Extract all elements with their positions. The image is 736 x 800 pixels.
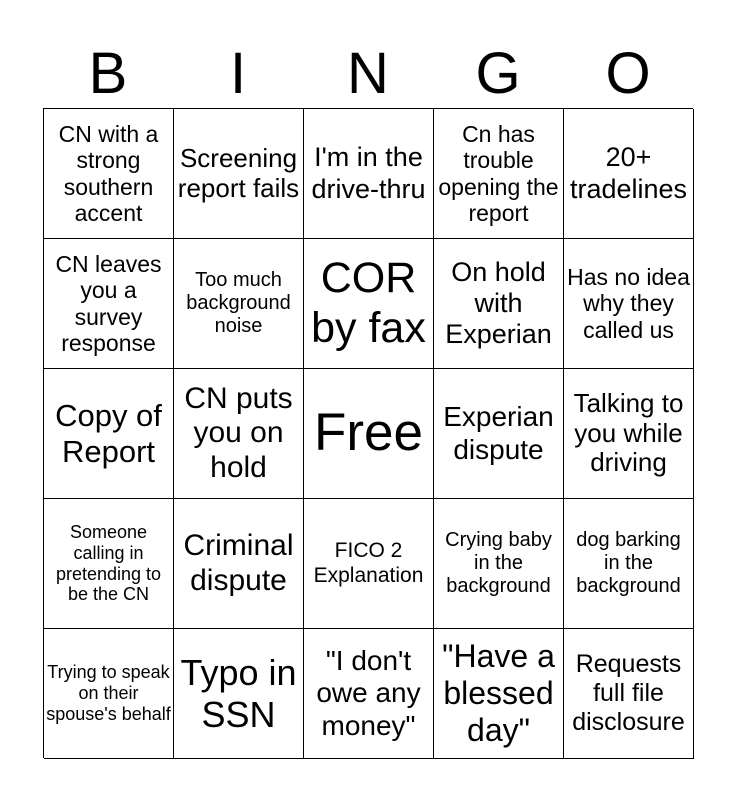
bingo-cell[interactable] — [44, 239, 174, 369]
header-letter-g: G — [475, 41, 521, 106]
bingo-cell[interactable] — [434, 369, 564, 499]
cell-text: On hold with Experian — [445, 256, 552, 350]
header-letter-o: O — [605, 41, 651, 106]
bingo-cell[interactable] — [434, 239, 564, 369]
header-letter-n: N — [347, 41, 389, 106]
cell-text: COR by fax — [311, 254, 426, 352]
bingo-board — [43, 108, 693, 758]
cell-text: Cn has trouble opening the report — [438, 120, 559, 226]
cell-text: Criminal dispute — [183, 529, 294, 597]
cell-text: "Have a blessed day" — [442, 638, 555, 748]
cell-text: Crying baby in the background — [445, 529, 552, 597]
cell-text: "I don't owe any money" — [316, 645, 421, 741]
cell-text: Talking to you while driving — [573, 387, 684, 478]
cell-text: Trying to speak on their spouse's behalf — [46, 662, 171, 724]
bingo-cell[interactable] — [44, 629, 174, 759]
cell-text: Has no idea why they called us — [567, 263, 690, 343]
cell-text: Too much background noise — [186, 269, 291, 337]
header-letter-i: I — [229, 41, 247, 106]
bingo-cell[interactable] — [564, 369, 694, 499]
bingo-cell[interactable] — [44, 109, 174, 239]
bingo-cell[interactable] — [434, 109, 564, 239]
cell-text: Someone calling in pretending to be the CN — [55, 522, 162, 605]
cell-text: Requests full file disclosure — [572, 650, 685, 736]
cell-text: Typo in SSN — [180, 652, 297, 735]
bingo-cell[interactable] — [174, 499, 304, 629]
bingo-cell[interactable] — [174, 239, 304, 369]
cell-text: Free — [314, 403, 423, 463]
bingo-cell[interactable] — [304, 109, 434, 239]
bingo-cell[interactable] — [304, 629, 434, 759]
bingo-cell[interactable] — [174, 109, 304, 239]
bingo-cell[interactable] — [174, 369, 304, 499]
cell-text: CN leaves you a survey response — [55, 250, 162, 356]
bingo-cell[interactable] — [564, 499, 694, 629]
bingo-cell[interactable] — [564, 109, 694, 239]
cell-text: CN with a strong southern accent — [58, 120, 159, 226]
bingo-cell[interactable] — [304, 239, 434, 369]
cell-text: Experian dispute — [443, 401, 554, 465]
cell-text: 20+ tradelines — [569, 142, 688, 204]
cell-text: Screening report fails — [177, 142, 300, 203]
bingo-cell[interactable] — [44, 499, 174, 629]
cell-text: I'm in the drive-thru — [311, 142, 426, 204]
bingo-cell[interactable] — [564, 239, 694, 369]
bingo-cell[interactable] — [434, 499, 564, 629]
header-letter-b: B — [88, 41, 128, 106]
cell-text: FICO 2 Explanation — [313, 539, 424, 587]
free-space[interactable] — [304, 369, 434, 499]
bingo-header — [43, 40, 693, 108]
bingo-cell[interactable] — [174, 629, 304, 759]
cell-text: dog barking in the background — [576, 529, 681, 597]
bingo-cell[interactable] — [304, 499, 434, 629]
bingo-cell[interactable] — [564, 629, 694, 759]
cell-text: CN puts you on hold — [184, 381, 293, 484]
cell-text: Copy of Report — [55, 397, 162, 469]
bingo-cell[interactable] — [434, 629, 564, 759]
bingo-cell[interactable] — [44, 369, 174, 499]
